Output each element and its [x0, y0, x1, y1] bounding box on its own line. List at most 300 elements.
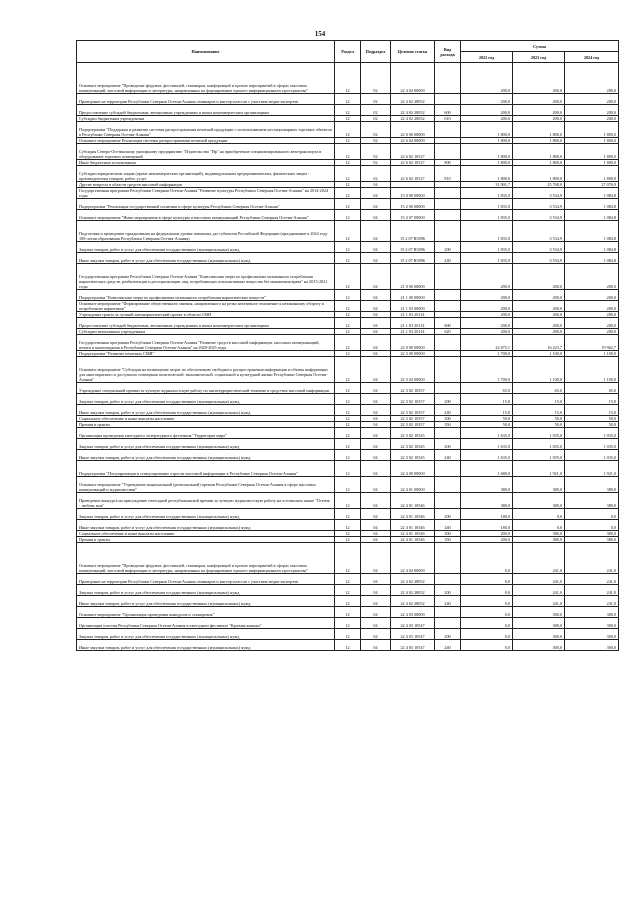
- row-sum-2024-cell: 1 800,0: [565, 122, 619, 138]
- row-expense-type-cell: 300: [435, 416, 461, 422]
- table-row: [77, 405, 619, 416]
- table-row: [77, 618, 619, 629]
- table-row: [77, 188, 619, 199]
- row-sum-2024-cell: 1 084,8: [565, 253, 619, 264]
- row-expense-type-cell: 240: [435, 253, 461, 264]
- row-sum-2024-cell: 1 921,0: [565, 461, 619, 477]
- row-name-cell: Организация проведения ежегодного литературного фестиваля "Территория мира": [77, 428, 335, 439]
- row-name-cell: Основное мероприятие "Проведение форумов, фестивалей, семинаров, конференций и прочих мероприятий в сферах массовых коммуникаций, массовой информации и литературы, направленных на формирование единого информационного пространства": [77, 543, 335, 574]
- row-sum-2024-cell: 241,0: [565, 596, 619, 607]
- row-subsection-cell: 04: [361, 290, 391, 301]
- row-target-article-cell: 22 3 02 10545: [391, 428, 435, 439]
- table-header: [77, 41, 619, 63]
- row-name-cell: Субсидии юридическим лицам (кроме некоммерческих организаций), индивидуальным предпринимателям, физическим лицам - производителям товаров, работ, услуг: [77, 166, 335, 182]
- row-sum-2023-cell: 1 035,0: [513, 439, 565, 450]
- row-subsection-cell: 02: [361, 166, 391, 182]
- row-name-cell: Подготовка и проведение празднования на федеральном уровне памятных дат субъектов Российской Федерации (празднование в 2024 году 100-летия образования Республики Северная Осетия-Алания): [77, 221, 335, 242]
- row-target-article-cell: 22 4 01 10546: [391, 509, 435, 520]
- row-subsection-cell: 04: [361, 493, 391, 509]
- row-name-cell: Проведение на территории Республики Северная Осетия-Алания семинаров и мастер-классов с участием медиа-экспертов: [77, 94, 335, 105]
- table-row: [77, 63, 619, 94]
- row-expense-type-cell: [435, 574, 461, 585]
- row-section-cell: 12: [335, 351, 361, 357]
- row-target-article-cell: 22 4 02 28052: [391, 585, 435, 596]
- row-expense-type-cell: [435, 383, 461, 394]
- row-target-article-cell: 22 4 02 28052: [391, 94, 435, 105]
- table-row: [77, 477, 619, 493]
- row-sum-2022-cell: 200,0: [461, 63, 513, 94]
- row-sum-2023-cell: 200,0: [513, 312, 565, 318]
- row-sum-2023-cell: 300,0: [513, 629, 565, 640]
- row-name-cell: Основное мероприятие "Иные мероприятия в сфере культуры и массовых коммуникаций Республики Северная Осетия-Алания": [77, 210, 335, 221]
- row-sum-2024-cell: 380,0: [565, 537, 619, 543]
- row-subsection-cell: 04: [361, 301, 391, 312]
- row-target-article-cell: 22 4 02 00000: [391, 63, 435, 94]
- table-row: [77, 640, 619, 651]
- row-sum-2024-cell: 1 035,0: [565, 439, 619, 450]
- row-name-cell: Проведение конкурса на присуждение ежегодной республиканской премии за лучшую журналистскую работу на осетинском языке "Осетия - любовь моя": [77, 493, 335, 509]
- row-sum-2023-cell: 0,0: [513, 520, 565, 531]
- row-subsection-cell: 04: [361, 357, 391, 383]
- row-section-cell: 12: [335, 537, 361, 543]
- table-row: [77, 335, 619, 351]
- row-expense-type-cell: 600: [435, 105, 461, 116]
- row-section-cell: 12: [335, 94, 361, 105]
- row-name-cell: Подпрограмма "Комплексные меры по профилактике незаконного потребления наркотических веществ": [77, 290, 335, 301]
- row-sum-2024-cell: 65,0: [565, 383, 619, 394]
- table-row: [77, 94, 619, 105]
- row-sum-2024-cell: 380,0: [565, 493, 619, 509]
- table-row: [77, 357, 619, 383]
- row-sum-2023-cell: 1 800,0: [513, 144, 565, 160]
- row-target-article-cell: 22 3 02 10357: [391, 383, 435, 394]
- row-sum-2022-cell: 200,0: [461, 301, 513, 312]
- row-section-cell: 12: [335, 116, 361, 122]
- row-sum-2023-cell: 200,0: [513, 116, 565, 122]
- row-name-cell: Закупка товаров, работ и услуг для обеспечения государственных (муниципальных) нужд: [77, 629, 335, 640]
- row-name-cell: Основное мероприятие "Учреждение национальной (региональной) премии Республики Северная Осетия-Алания в сфере массовых коммуникаций и журналистики": [77, 477, 335, 493]
- row-sum-2023-cell: 1 035,0: [513, 450, 565, 461]
- row-name-cell: Иные закупки товаров, работ и услуг для обеспечения государственных (муниципальных) нужд: [77, 640, 335, 651]
- row-target-article-cell: 22 6 02 10527: [391, 160, 435, 166]
- row-sum-2023-cell: 15,0: [513, 405, 565, 416]
- row-sum-2022-cell: 380,0: [461, 493, 513, 509]
- row-expense-type-cell: [435, 122, 461, 138]
- row-section-cell: 12: [335, 607, 361, 618]
- row-sum-2022-cell: 0,0: [461, 596, 513, 607]
- header-subsection: Подраздел: [361, 41, 391, 63]
- row-sum-2022-cell: 180,0: [461, 520, 513, 531]
- row-expense-type-cell: [435, 144, 461, 160]
- row-sum-2022-cell: 1 835,0: [461, 253, 513, 264]
- row-subsection-cell: 04: [361, 210, 391, 221]
- row-name-cell: Подпрограмма "Развитие печатных СМИ": [77, 351, 335, 357]
- row-section-cell: 12: [335, 477, 361, 493]
- row-sum-2024-cell: 200,0: [565, 318, 619, 329]
- row-sum-2023-cell: 200,0: [513, 301, 565, 312]
- row-target-article-cell: 22 3 02 10545: [391, 439, 435, 450]
- row-name-cell: Проведение на территории Республики Северная Осетия-Алания семинаров и мастер-классов с участием медиа-экспертов: [77, 574, 335, 585]
- table-row: [77, 596, 619, 607]
- row-sum-2023-cell: 1 800,0: [513, 122, 565, 138]
- row-target-article-cell: 22 4 01 10546: [391, 493, 435, 509]
- table-row: [77, 585, 619, 596]
- row-name-cell: Подпрограмма "Популяризация и стимулирование отрасли массовой информации в Республике Северная Осетия-Алания": [77, 461, 335, 477]
- row-target-article-cell: 22 3 02 10357: [391, 422, 435, 428]
- row-sum-2022-cell: 0,0: [461, 618, 513, 629]
- row-subsection-cell: 04: [361, 335, 391, 351]
- row-target-article-cell: 22 4 03 10547: [391, 629, 435, 640]
- row-subsection-cell: 04: [361, 182, 391, 188]
- row-section-cell: 12: [335, 144, 361, 160]
- row-expense-type-cell: [435, 301, 461, 312]
- row-target-article-cell: 22 4 02 28052: [391, 105, 435, 116]
- row-section-cell: 12: [335, 450, 361, 461]
- row-sum-2023-cell: 1 800,0: [513, 138, 565, 144]
- row-expense-type-cell: 800: [435, 160, 461, 166]
- row-sum-2023-cell: 3 534,9: [513, 242, 565, 253]
- row-sum-2023-cell: 200,0: [513, 94, 565, 105]
- row-sum-2022-cell: 1 835,0: [461, 199, 513, 210]
- table-row: [77, 199, 619, 210]
- row-target-article-cell: 21 1 03 20114: [391, 312, 435, 318]
- row-subsection-cell: 02: [361, 122, 391, 138]
- row-sum-2023-cell: 1 800,0: [513, 166, 565, 182]
- row-name-cell: Иные закупки товаров, работ и услуг для обеспечения государственных (муниципальных) нужд: [77, 405, 335, 416]
- row-sum-2024-cell: 0,0: [565, 520, 619, 531]
- row-sum-2022-cell: 1 680,0: [461, 461, 513, 477]
- row-target-article-cell: 22 4 00 00000: [391, 461, 435, 477]
- table-row: [77, 166, 619, 182]
- row-target-article-cell: 22 6 00 00000: [391, 122, 435, 138]
- row-sum-2023-cell: 241,0: [513, 596, 565, 607]
- row-target-article-cell: 21 0 00 00000: [391, 264, 435, 290]
- row-subsection-cell: 04: [361, 264, 391, 290]
- row-sum-2023-cell: 300,0: [513, 640, 565, 651]
- row-section-cell: 12: [335, 221, 361, 242]
- row-expense-type-cell: [435, 493, 461, 509]
- row-section-cell: 12: [335, 329, 361, 335]
- row-section-cell: 12: [335, 416, 361, 422]
- row-expense-type-cell: [435, 543, 461, 574]
- row-sum-2023-cell: 380,0: [513, 537, 565, 543]
- table-row: [77, 629, 619, 640]
- row-expense-type-cell: [435, 63, 461, 94]
- row-sum-2022-cell: 1 700,0: [461, 351, 513, 357]
- row-sum-2023-cell: 16 223,7: [513, 335, 565, 351]
- row-subsection-cell: 04: [361, 543, 391, 574]
- row-expense-type-cell: [435, 607, 461, 618]
- row-target-article-cell: 22 3 02 10545: [391, 450, 435, 461]
- row-name-cell: Предоставление субсидий бюджетным, автономным учреждениям и иным некоммерческим организациям: [77, 105, 335, 116]
- table-row: [77, 520, 619, 531]
- row-target-article-cell: 22 3 02 10357: [391, 405, 435, 416]
- row-sum-2024-cell: 200,0: [565, 63, 619, 94]
- row-sum-2023-cell: 65,0: [513, 383, 565, 394]
- row-sum-2022-cell: 200,0: [461, 116, 513, 122]
- row-sum-2022-cell: 200,0: [461, 105, 513, 116]
- table-row: [77, 493, 619, 509]
- row-section-cell: 12: [335, 422, 361, 428]
- row-name-cell: Организация участия Республики Северная Осетия-Алания в ежегодном фестивале "Красная книжка": [77, 618, 335, 629]
- row-expense-type-cell: 240: [435, 520, 461, 531]
- row-sum-2023-cell: 1 035,0: [513, 428, 565, 439]
- table-row: [77, 242, 619, 253]
- row-sum-2022-cell: 15,0: [461, 394, 513, 405]
- row-name-cell: Премии и гранты: [77, 422, 335, 428]
- row-subsection-cell: 04: [361, 242, 391, 253]
- table-row: [77, 607, 619, 618]
- row-sum-2024-cell: 200,0: [565, 264, 619, 290]
- row-name-cell: Закупка товаров, работ и услуг для обеспечения государственных (муниципальных) нужд: [77, 242, 335, 253]
- row-subsection-cell: 04: [361, 607, 391, 618]
- row-sum-2022-cell: 0,0: [461, 585, 513, 596]
- row-section-cell: 12: [335, 383, 361, 394]
- row-name-cell: Подпрограмма "Реализация государственной политики в сфере культуры Республики Северная Осетия-Алания": [77, 199, 335, 210]
- row-section-cell: 12: [335, 166, 361, 182]
- page-number: 154: [314, 30, 326, 38]
- row-section-cell: 12: [335, 428, 361, 439]
- row-expense-type-cell: [435, 428, 461, 439]
- header-sums: Сумма: [461, 41, 619, 52]
- row-sum-2022-cell: 1 700,0: [461, 357, 513, 383]
- row-sum-2022-cell: 200,0: [461, 94, 513, 105]
- row-section-cell: 12: [335, 290, 361, 301]
- row-target-article-cell: 22 4 01 10546: [391, 537, 435, 543]
- row-section-cell: 12: [335, 210, 361, 221]
- row-subsection-cell: 04: [361, 509, 391, 520]
- row-sum-2023-cell: 3 534,9: [513, 221, 565, 242]
- row-sum-2024-cell: 19 962,7: [565, 335, 619, 351]
- row-expense-type-cell: [435, 188, 461, 199]
- table-row: [77, 210, 619, 221]
- row-section-cell: 12: [335, 253, 361, 264]
- row-target-article-cell: 22 3 02 10357: [391, 394, 435, 405]
- row-section-cell: 12: [335, 585, 361, 596]
- row-subsection-cell: 04: [361, 640, 391, 651]
- row-subsection-cell: 04: [361, 253, 391, 264]
- row-sum-2022-cell: 200,0: [461, 537, 513, 543]
- row-subsection-cell: 04: [361, 629, 391, 640]
- row-sum-2022-cell: 200,0: [461, 312, 513, 318]
- row-name-cell: Субсидии автономным учреждениям: [77, 329, 335, 335]
- table-row: [77, 105, 619, 116]
- row-subsection-cell: 02: [361, 94, 391, 105]
- row-section-cell: 12: [335, 301, 361, 312]
- row-target-article-cell: 22 3 02 00000: [391, 357, 435, 383]
- row-section-cell: 12: [335, 264, 361, 290]
- row-expense-type-cell: [435, 461, 461, 477]
- row-sum-2024-cell: 241,0: [565, 543, 619, 574]
- row-expense-type-cell: [435, 221, 461, 242]
- row-target-article-cell: 22 3 02 10357: [391, 416, 435, 422]
- row-sum-2023-cell: 200,0: [513, 63, 565, 94]
- row-sum-2024-cell: 200,0: [565, 329, 619, 335]
- row-sum-2022-cell: 0,0: [461, 574, 513, 585]
- row-expense-type-cell: 610: [435, 116, 461, 122]
- row-subsection-cell: 04: [361, 405, 391, 416]
- row-section-cell: 12: [335, 199, 361, 210]
- row-name-cell: Премии и гранты: [77, 537, 335, 543]
- row-sum-2023-cell: 50,0: [513, 416, 565, 422]
- row-subsection-cell: 04: [361, 318, 391, 329]
- row-sum-2022-cell: 0,0: [461, 607, 513, 618]
- header-section: Раздел: [335, 41, 361, 63]
- row-sum-2022-cell: 0,0: [461, 640, 513, 651]
- row-target-article-cell: 22 4 02 28052: [391, 596, 435, 607]
- header-expense-type: Вид расхода: [435, 41, 461, 63]
- row-expense-type-cell: 300: [435, 531, 461, 537]
- row-subsection-cell: 04: [361, 199, 391, 210]
- row-name-cell: Закупка товаров, работ и услуг для обеспечения государственных (муниципальных) нужд: [77, 509, 335, 520]
- row-name-cell: Предоставление субсидий бюджетным, автономным учреждениям и иным некоммерческим организациям: [77, 318, 335, 329]
- row-sum-2024-cell: 200,0: [565, 290, 619, 301]
- row-subsection-cell: 04: [361, 618, 391, 629]
- row-sum-2024-cell: 1 100,0: [565, 351, 619, 357]
- header-year-2022: 2022 год: [461, 52, 513, 63]
- table-row: [77, 318, 619, 329]
- row-expense-type-cell: 200: [435, 585, 461, 596]
- row-subsection-cell: 04: [361, 312, 391, 318]
- row-sum-2023-cell: 1 100,0: [513, 357, 565, 383]
- row-sum-2023-cell: 1 100,0: [513, 351, 565, 357]
- row-name-cell: Иные бюджетные ассигнования: [77, 160, 335, 166]
- row-target-article-cell: 15 2 00 00000: [391, 199, 435, 210]
- row-section-cell: 12: [335, 335, 361, 351]
- row-target-article-cell: 21 1 03 00000: [391, 301, 435, 312]
- row-sum-2022-cell: 180,0: [461, 509, 513, 520]
- row-subsection-cell: 04: [361, 351, 391, 357]
- row-sum-2024-cell: 200,0: [565, 116, 619, 122]
- row-sum-2023-cell: 3 534,9: [513, 253, 565, 264]
- row-name-cell: Субсидия Северо-Осетинскому унитарному предприятию "Издательство "Ир" на приобретение специализированного автотранспорта и оборудование торговых помещений: [77, 144, 335, 160]
- row-sum-2022-cell: 200,0: [461, 290, 513, 301]
- row-expense-type-cell: 620: [435, 329, 461, 335]
- row-sum-2023-cell: 0,0: [513, 509, 565, 520]
- row-target-article-cell: 22 6 02 00000: [391, 138, 435, 144]
- table-row: [77, 264, 619, 290]
- table-row: [77, 144, 619, 160]
- row-sum-2022-cell: 50,0: [461, 422, 513, 428]
- row-name-cell: Иные закупки товаров, работ и услуг для обеспечения государственных (муниципальных) нужд: [77, 450, 335, 461]
- row-name-cell: Учреждение специальной премии за лучшую журналистскую работу по антитеррористической тематике в средствах массовой информации: [77, 383, 335, 394]
- row-section-cell: 12: [335, 629, 361, 640]
- row-name-cell: Основное мероприятие "Проведение форумов, фестивалей, семинаров, конференций и прочих мероприятий в сферах массовых коммуникаций, массовой информации и литературы, направленных на формирование единого информационного пространства": [77, 63, 335, 94]
- row-sum-2022-cell: 0,0: [461, 629, 513, 640]
- row-sum-2023-cell: 380,0: [513, 493, 565, 509]
- row-sum-2022-cell: 50,0: [461, 416, 513, 422]
- row-subsection-cell: 02: [361, 144, 391, 160]
- row-sum-2022-cell: 1 835,0: [461, 210, 513, 221]
- row-expense-type-cell: 200: [435, 629, 461, 640]
- row-expense-type-cell: [435, 199, 461, 210]
- row-subsection-cell: 04: [361, 596, 391, 607]
- row-sum-2024-cell: 1 800,0: [565, 138, 619, 144]
- row-target-article-cell: 21 1 03 20114: [391, 318, 435, 329]
- row-target-article-cell: 22 4 03 00000: [391, 607, 435, 618]
- row-sum-2022-cell: 1 635,0: [461, 450, 513, 461]
- row-target-article-cell: 21 1 03 20114: [391, 329, 435, 335]
- row-section-cell: 12: [335, 312, 361, 318]
- row-target-article-cell: 22 3 00 00000: [391, 351, 435, 357]
- row-sum-2022-cell: 1 835,0: [461, 242, 513, 253]
- row-section-cell: 12: [335, 182, 361, 188]
- row-section-cell: 12: [335, 122, 361, 138]
- row-target-article-cell: 22 0 00 00000: [391, 335, 435, 351]
- row-sum-2022-cell: 1 800,0: [461, 138, 513, 144]
- row-sum-2023-cell: 25 768,0: [513, 182, 565, 188]
- row-sum-2024-cell: 1 035,0: [565, 450, 619, 461]
- row-sum-2024-cell: 1 800,0: [565, 166, 619, 182]
- row-section-cell: 12: [335, 596, 361, 607]
- row-sum-2024-cell: 300,0: [565, 607, 619, 618]
- row-sum-2024-cell: 1 084,8: [565, 199, 619, 210]
- row-section-cell: 12: [335, 461, 361, 477]
- row-sum-2023-cell: 3 534,9: [513, 210, 565, 221]
- row-subsection-cell: 04: [361, 531, 391, 537]
- row-sum-2022-cell: 31 901,7: [461, 182, 513, 188]
- header-target-article: Целевая статья: [391, 41, 435, 63]
- row-sum-2023-cell: 50,0: [513, 422, 565, 428]
- row-name-cell: Основное мероприятие "Организация проведения конкурсов и стажировок": [77, 607, 335, 618]
- row-sum-2024-cell: 241,0: [565, 574, 619, 585]
- row-name-cell: Основное мероприятие "Субсидии на возмещение затрат по обеспечению свободного распространения информации и объема информации для многократного и доступного освещения политической, экономической, социальной и культурной жизни Республики Северная Осетия-Алания": [77, 357, 335, 383]
- row-name-cell: Подпрограмма "Поддержка и развитие системы распространения печатной продукции с использованием нестационарных торговых объектов в Республике Северная Осетия-Алания": [77, 122, 335, 138]
- row-sum-2022-cell: 380,0: [461, 477, 513, 493]
- row-section-cell: 12: [335, 640, 361, 651]
- row-sum-2022-cell: 200,0: [461, 318, 513, 329]
- row-sum-2022-cell: 1 635,0: [461, 439, 513, 450]
- row-subsection-cell: 04: [361, 520, 391, 531]
- table-row: [77, 439, 619, 450]
- row-sum-2022-cell: 22 675,1: [461, 335, 513, 351]
- row-expense-type-cell: [435, 477, 461, 493]
- table-row: [77, 394, 619, 405]
- row-sum-2023-cell: 15,0: [513, 394, 565, 405]
- row-target-article-cell: 15 2 07 R5096: [391, 242, 435, 253]
- row-section-cell: 12: [335, 63, 361, 94]
- row-name-cell: Социальное обеспечение и иные выплаты населению: [77, 531, 335, 537]
- table-row: [77, 221, 619, 242]
- row-subsection-cell: 02: [361, 160, 391, 166]
- row-expense-type-cell: 200: [435, 394, 461, 405]
- header-year-2024: 2024 год: [565, 52, 619, 63]
- row-name-cell: Государственная программа Республики Северная Осетия-Алания "Развитие средств массовой информации, массовых коммуникаций, печати и книгоиздания в Республике Северная Осетия-Алания" на 2020-2025 годы: [77, 335, 335, 351]
- row-sum-2023-cell: 200,0: [513, 105, 565, 116]
- row-sum-2022-cell: 1 800,0: [461, 166, 513, 182]
- row-section-cell: 12: [335, 618, 361, 629]
- row-subsection-cell: 04: [361, 394, 391, 405]
- row-section-cell: 12: [335, 531, 361, 537]
- row-sum-2024-cell: 1 100,0: [565, 357, 619, 383]
- row-sum-2024-cell: 0,0: [565, 509, 619, 520]
- row-name-cell: Иные закупки товаров, работ и услуг для обеспечения государственных (муниципальных) нужд: [77, 253, 335, 264]
- row-expense-type-cell: 240: [435, 450, 461, 461]
- row-sum-2022-cell: 65,0: [461, 383, 513, 394]
- row-sum-2024-cell: 1 084,8: [565, 210, 619, 221]
- row-target-article-cell: 15 2 07 00000: [391, 210, 435, 221]
- row-sum-2024-cell: 15,0: [565, 394, 619, 405]
- row-expense-type-cell: 240: [435, 640, 461, 651]
- row-sum-2023-cell: 200,0: [513, 329, 565, 335]
- row-sum-2022-cell: 200,0: [461, 531, 513, 537]
- row-name-cell: Государственная программа Республики Северная Осетия-Алания "Комплексные меры по профилактике незаконного потребления наркотических средств, реабилитации и ресоциализации лиц, потребляющих психоактивные вещества без назначения врача" на 2015-2021 годы: [77, 264, 335, 290]
- table-row: [77, 543, 619, 574]
- table-row: [77, 450, 619, 461]
- row-subsection-cell: 04: [361, 461, 391, 477]
- row-target-article-cell: 22 4 03 10547: [391, 618, 435, 629]
- row-subsection-cell: 04: [361, 422, 391, 428]
